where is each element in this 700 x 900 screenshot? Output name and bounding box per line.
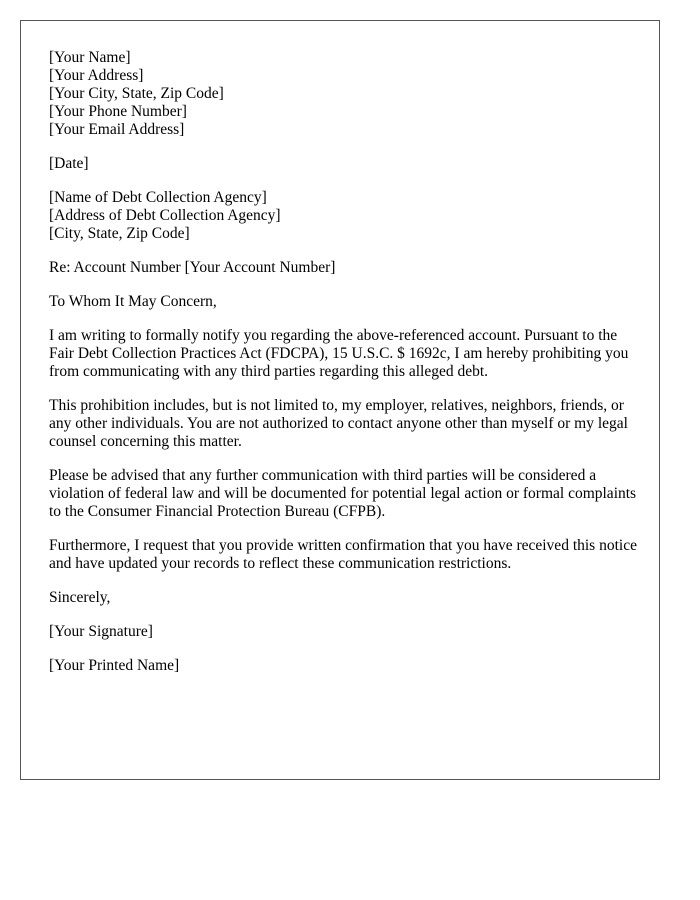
letter-content [49,49,639,691]
body-paragraph-1: I am writing to formally notify you regarding the above-referenced account. Pursuant to the Fair Debt Collection Practices Act (FDCPA), 15 U.S.C. $ 1692c, I am hereby prohibiting you from communicating with any third parties regarding this alleged debt. [49,327,629,380]
body-paragraph-3: Please be advised that any further communication with third parties will be considered a violation of federal law and will be documented for potential legal action or formal complaints to the Consumer Financial Protection Bureau (CFPB). [49,467,637,520]
body-paragraph-4: Furthermore, I request that you provide written confirmation that you have received this notice and have updated your records to reflect these communication restrictions. [49,537,637,572]
body-paragraph-2: This prohibition includes, but is not limited to, my employer, relatives, neighbors, friends, or any other individuals. You are not authorized to contact anyone other than myself or my legal counsel concerning this matter. [49,397,628,450]
recipient-city-state-zip: [City, State, Zip Code] [49,225,190,242]
printed-name-placeholder: [Your Printed Name] [49,657,180,674]
sender-address: [Your Address] [49,67,144,84]
recipient-block [49,189,639,243]
sender-city-state-zip: [Your City, State, Zip Code] [49,85,224,102]
recipient-name: [Name of Debt Collection Agency] [49,189,267,206]
salutation: To Whom It May Concern, [49,293,217,310]
letter-date: [Date] [49,155,89,172]
re-line: Re: Account Number [Your Account Number] [49,259,336,276]
letter-page [20,20,660,780]
closing: Sincerely, [49,589,111,606]
sender-name: [Your Name] [49,49,131,66]
signature-placeholder: [Your Signature] [49,623,153,640]
sender-block [49,49,639,139]
sender-phone: [Your Phone Number] [49,103,187,120]
recipient-address: [Address of Debt Collection Agency] [49,207,281,224]
sender-email: [Your Email Address] [49,121,185,138]
date-block [49,155,639,173]
